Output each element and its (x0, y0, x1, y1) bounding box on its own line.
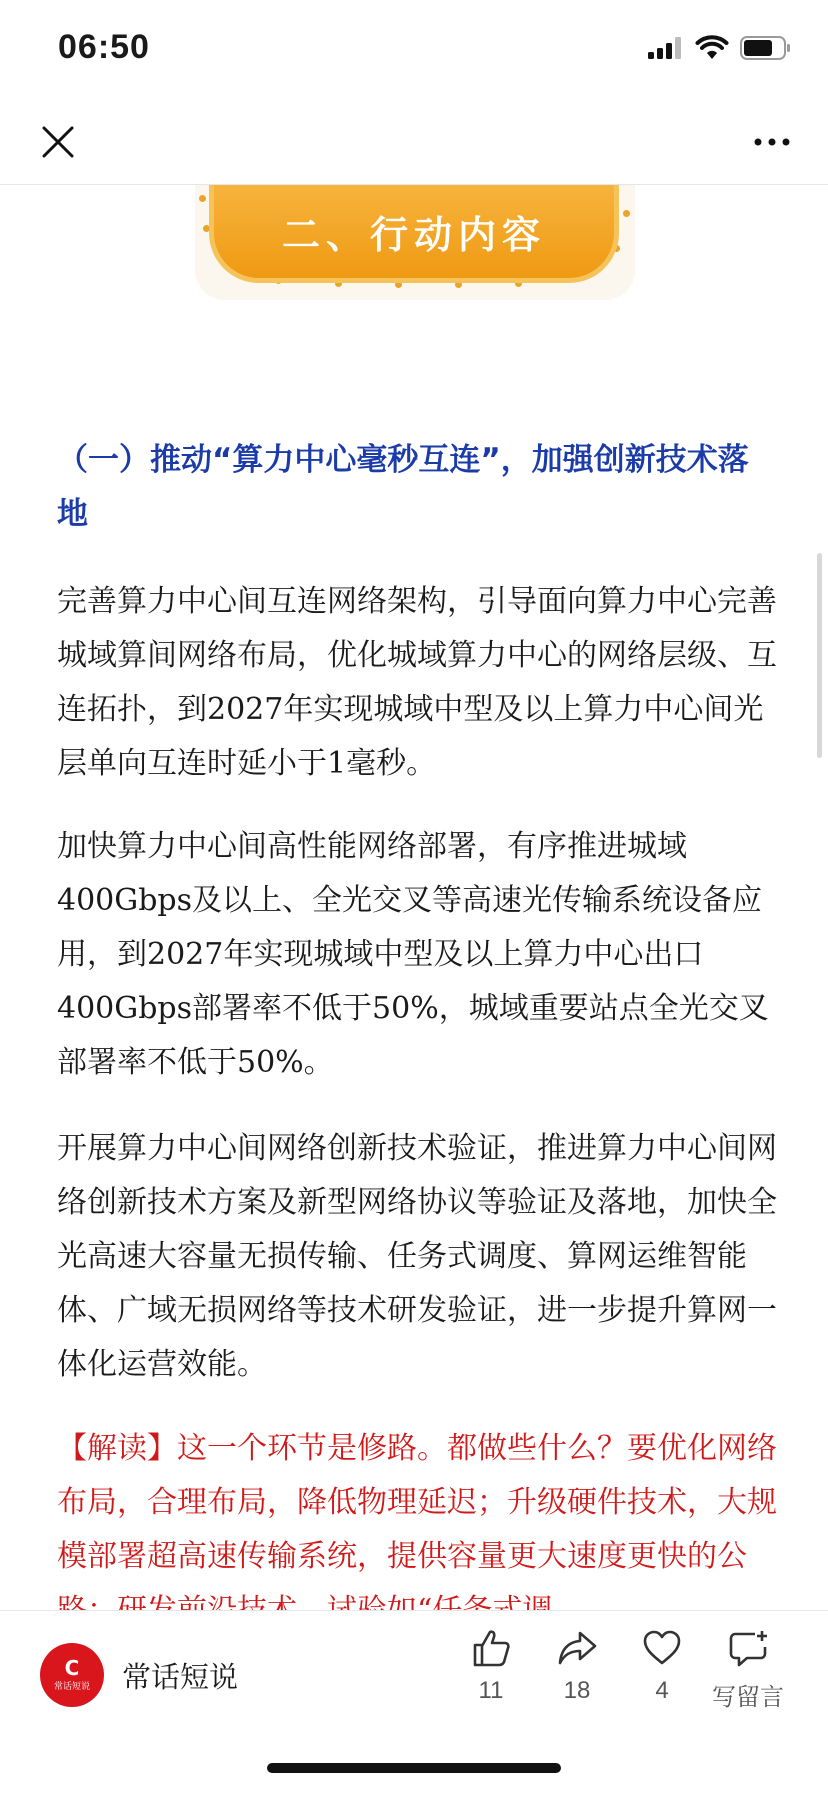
bottom-action-bar (0, 1610, 828, 1793)
article-paragraph: 完善算力中心间互连网络架构，引导面向算力中心完善城域算间网络布局，优化城域算力中心的网络层级、互连拓扑，到2027年实现城域中型及以上算力中心间光层单向互连时延小于1毫秒。 (57, 584, 777, 781)
status-time: 06:50 (58, 28, 150, 66)
section-heading: （一）推动“算力中心毫秒互连”，加强创新技术落地 (57, 442, 749, 532)
close-button[interactable] (36, 120, 80, 164)
section-banner (195, 185, 635, 300)
home-indicator[interactable] (267, 1763, 561, 1773)
more-icon (752, 124, 792, 160)
share-button[interactable] (532, 1627, 622, 1705)
like-count: 11 (478, 1677, 504, 1704)
signal-icon (648, 37, 684, 63)
banner-title: 二、行动内容 (281, 213, 546, 257)
article-paragraph: 加快算力中心间高性能网络部署，有序推进城域400Gbps及以上、全光交叉等高速光传输系统设备应用，到2027年实现城域中型及以上算力中心出口400Gbps部署率不低于50%，城域重要站点全光交叉部署率不低于50%。 (57, 829, 769, 1080)
avatar-logo: C (64, 1655, 80, 1680)
favorite-button[interactable] (617, 1627, 707, 1705)
close-icon (36, 120, 80, 164)
write-comment-button[interactable] (703, 1627, 793, 1712)
wifi-icon (696, 36, 728, 64)
nav-bar (0, 100, 828, 185)
avatar-text: 常话短说 (53, 1681, 90, 1692)
favorite-count: 4 (655, 1677, 669, 1704)
status-icons (648, 36, 792, 64)
account-name[interactable]: 常话短说 (122, 1660, 239, 1694)
comment-icon (727, 1627, 769, 1669)
thumbs-up-icon (470, 1627, 512, 1669)
banner-pill (209, 185, 619, 283)
banner-bead (199, 195, 206, 202)
status-bar (0, 0, 828, 100)
write-comment-label: 写留言 (712, 1684, 784, 1711)
heart-icon (641, 1627, 683, 1669)
share-icon (556, 1627, 598, 1669)
interpretation-paragraph: 【解读】这一个环节是修路。都做些什么？要优化网络布局，合理布局，降低物理延迟；升级硬件技术，大规模部署超高速传输系统，提供容量更大速度更快的公 (57, 1431, 777, 1574)
account-avatar[interactable] (40, 1643, 104, 1707)
like-button[interactable] (446, 1627, 536, 1705)
share-count: 18 (563, 1677, 591, 1704)
scroll-indicator[interactable] (817, 553, 822, 758)
more-button[interactable] (752, 124, 792, 160)
battery-icon (740, 36, 792, 64)
article-content[interactable] (0, 185, 828, 1610)
article-paragraph: 开展算力中心间网络创新技术验证，推进算力中心间网络创新技术方案及新型网络协议等验证及落地，加快全光高速大容量无损传输、任务式调度、算网运维智能体、广域无损网络等技术研发验证，进一步提升算网一体化运营效能。 (57, 1131, 777, 1382)
banner-bead (623, 210, 630, 217)
